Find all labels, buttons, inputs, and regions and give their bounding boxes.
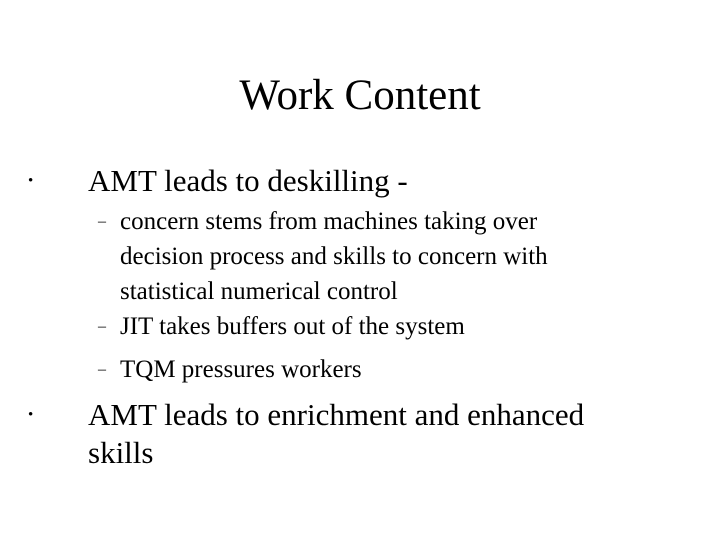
bullet-marker: • xyxy=(28,173,34,189)
sub-bullet-item xyxy=(98,204,620,309)
bullet-item xyxy=(28,162,648,200)
sub-bullet-text: concern stems from machines taking over decision process and skills to concern with statistical numerical control xyxy=(120,208,548,305)
sub-bullet-text: JIT takes buffers out of the system xyxy=(120,313,465,340)
dash-marker: – xyxy=(98,361,106,378)
bullet-marker: • xyxy=(28,407,34,423)
bullet-item xyxy=(28,396,648,472)
bullet-text: AMT leads to deskilling - xyxy=(88,163,408,198)
slide-title: Work Content xyxy=(239,72,481,119)
sub-bullet-item xyxy=(98,352,620,387)
sub-bullet-text: TQM pressures workers xyxy=(120,356,362,383)
sub-bullet-item xyxy=(98,309,620,344)
bullet-text: AMT leads to enrichment and enhanced skills xyxy=(88,397,585,470)
dash-marker: – xyxy=(98,213,106,230)
dash-marker: – xyxy=(98,318,106,335)
